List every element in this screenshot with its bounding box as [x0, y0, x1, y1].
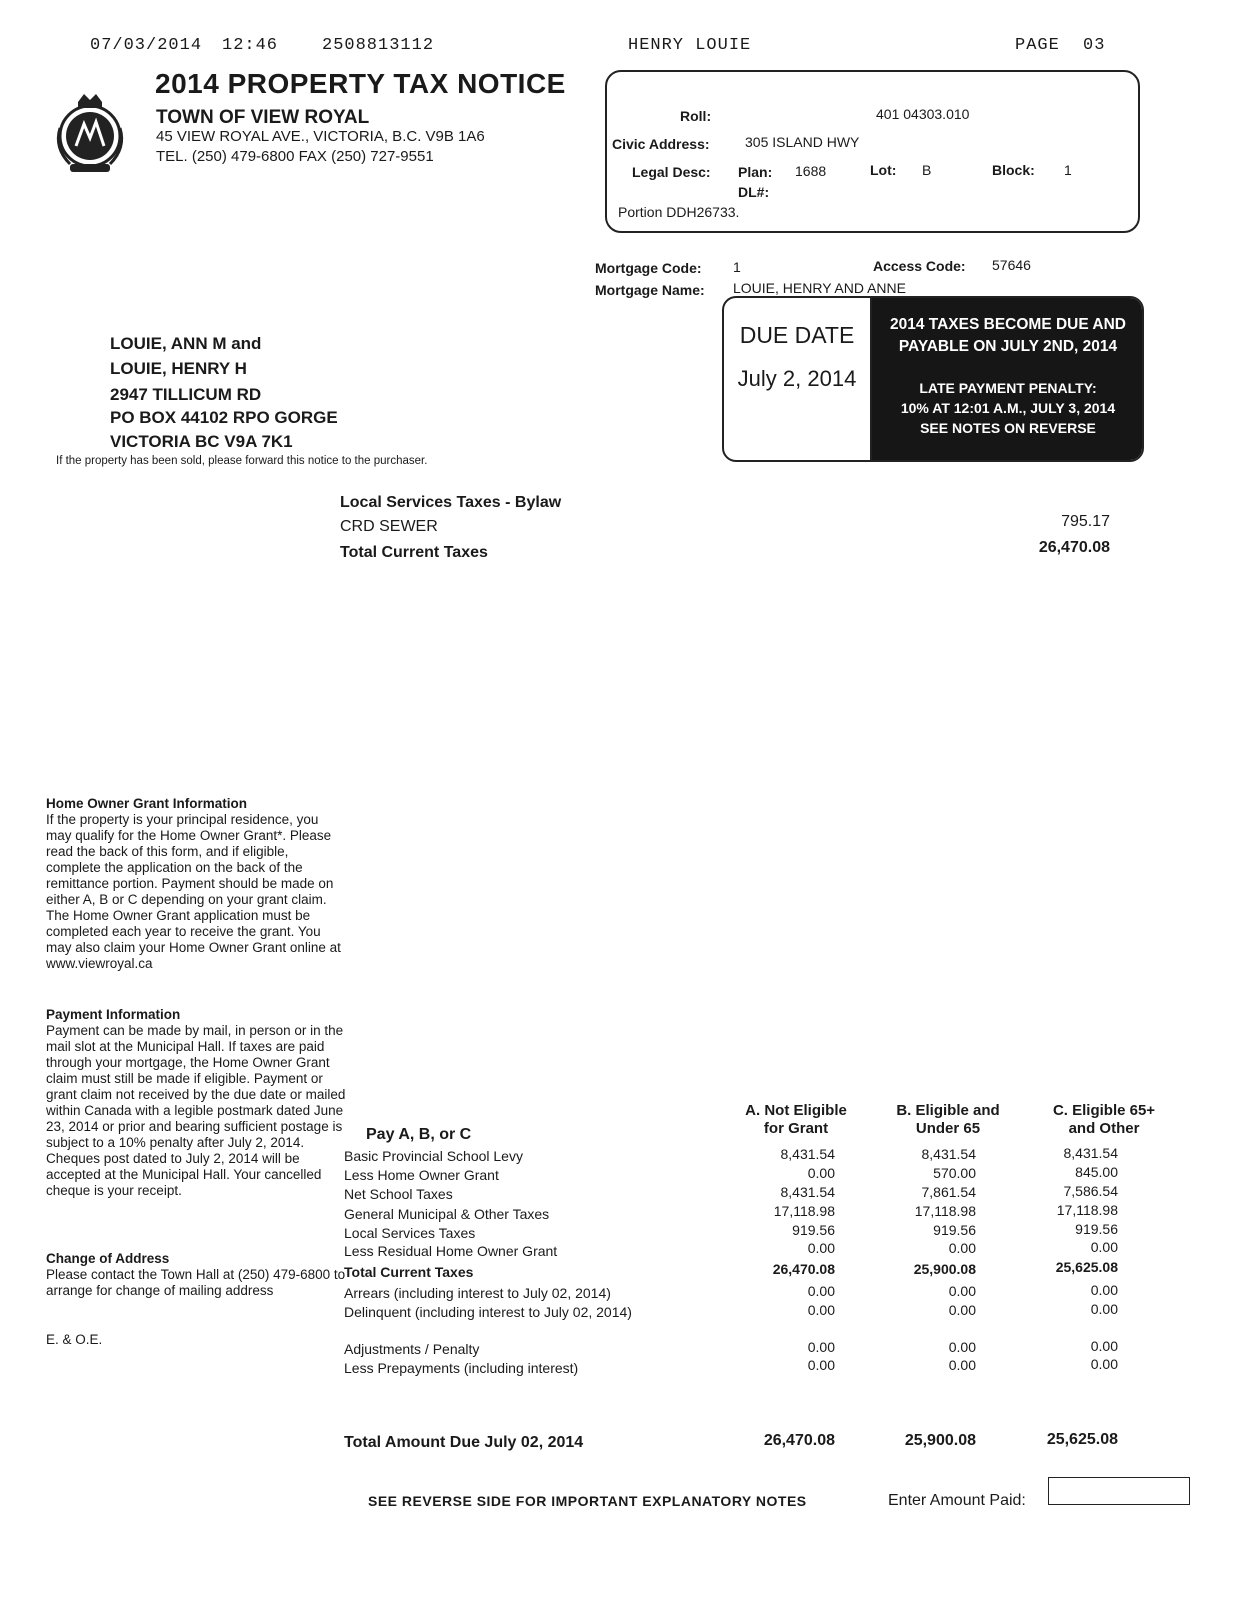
legal-portion: Portion DDH26733. — [618, 204, 740, 220]
fax-date: 07/03/2014 — [90, 36, 203, 55]
penalty-line2: 10% AT 12:01 A.M., JULY 3, 2014 — [900, 400, 1116, 416]
col-c-header-line2: and Other — [1068, 1120, 1140, 1137]
dl-label: DL#: — [738, 184, 770, 200]
row-value-b: 8,431.54 — [921, 1146, 976, 1162]
row-label: Less Prepayments (including interest) — [344, 1360, 579, 1376]
mailing-line1: LOUIE, ANN M and — [110, 334, 262, 353]
amount-paid-field[interactable] — [1048, 1477, 1190, 1505]
row-value-b: 0.00 — [948, 1240, 976, 1256]
pay-abc-label: Pay A, B, or C — [366, 1126, 472, 1143]
col-a-header-line1: A. Not Eligible — [745, 1102, 847, 1119]
row-value-a: 0.00 — [807, 1302, 835, 1318]
row-label: General Municipal & Other Taxes — [344, 1206, 550, 1222]
fax-sender-name: HENRY LOUIE — [628, 36, 752, 55]
col-c-header-line1: C. Eligible 65+ — [1052, 1102, 1156, 1119]
roll-label: Roll: — [680, 108, 712, 124]
row-label: Adjustments / Penalty — [344, 1341, 480, 1357]
row-label: Total Current Taxes — [344, 1264, 474, 1280]
fax-page-label: PAGE — [1015, 36, 1060, 55]
row-value-c: 919.56 — [1075, 1221, 1118, 1237]
mortgage-name-label: Mortgage Name: — [595, 282, 705, 298]
row-value-c: 0.00 — [1090, 1301, 1118, 1317]
total-due-c: 25,625.08 — [1046, 1431, 1118, 1448]
payment-info-text: Payment can be made by mail, in person or in the mail slot at the Municipal Hall. If taxes are paid through your mortgage, the Home Owner Grant claim must still be made if eligible. Payment or grant claim not received by the due date or mailed within Canada with a legible postmark dated June 23, 2014 or prior and bearing sufficient postage is subject to a 10% penalty after July 2, 2014. Cheques post dated to July 2, 2014 will be accepted at the Municipal Hall. Your cancelled cheque is your receipt. — [46, 1023, 346, 1198]
row-value-a: 919.56 — [792, 1222, 835, 1238]
legal-desc-label: Legal Desc: — [632, 164, 711, 180]
row-value-c: 8,431.54 — [1063, 1145, 1118, 1161]
payment-info-heading: Payment Information — [46, 1007, 181, 1022]
row-value-b: 919.56 — [933, 1222, 976, 1238]
mailing-line3: 2947 TILLICUM RD — [110, 385, 262, 404]
row-label: Less Home Owner Grant — [344, 1167, 499, 1183]
mortgage-code-value: 1 — [733, 259, 741, 275]
row-value-a: 0.00 — [807, 1339, 835, 1355]
row-value-b: 17,118.98 — [914, 1203, 976, 1219]
penalty-line3: SEE NOTES ON REVERSE — [920, 420, 1096, 436]
col-a-header-line2: for Grant — [763, 1120, 829, 1137]
mortgage-code-label: Mortgage Code: — [595, 260, 702, 276]
fax-phone: 2508813112 — [322, 36, 435, 55]
access-code-label: Access Code: — [873, 258, 966, 274]
lot-label: Lot: — [870, 162, 897, 178]
forward-note: If the property has been sold, please forward this notice to the purchaser. — [56, 455, 428, 467]
row-label: Arrears (including interest to July 02, 2014) — [344, 1285, 611, 1301]
total-due-a: 26,470.08 — [763, 1432, 835, 1449]
row-label: Local Services Taxes — [344, 1225, 476, 1241]
fax-time: 12:46 — [222, 36, 279, 55]
block-value: 1 — [1064, 162, 1072, 178]
col-b-header-line2: Under 65 — [915, 1120, 981, 1137]
row-value-a: 26,470.08 — [772, 1261, 835, 1277]
civic-address-value: 305 ISLAND HWY — [745, 134, 860, 150]
change-address-heading: Change of Address — [46, 1251, 170, 1266]
due-date-value: July 2, 2014 — [737, 366, 857, 391]
mortgage-name-value: LOUIE, HENRY AND ANNE — [733, 280, 906, 296]
row-value-c: 17,118.98 — [1056, 1202, 1118, 1218]
penalty-line1: LATE PAYMENT PENALTY: — [919, 380, 1097, 396]
plan-label: Plan: — [738, 164, 773, 180]
row-value-a: 17,118.98 — [773, 1203, 835, 1219]
total-current-taxes-value: 26,470.08 — [1038, 539, 1110, 556]
row-value-b: 7,861.54 — [921, 1184, 976, 1200]
row-value-c: 0.00 — [1090, 1356, 1118, 1372]
local-services-heading: Local Services Taxes - Bylaw — [340, 494, 562, 511]
eoe-note: E. & O.E. — [46, 1332, 103, 1347]
due-date-box — [722, 296, 1144, 462]
row-value-c: 25,625.08 — [1055, 1259, 1118, 1275]
row-label: Less Residual Home Owner Grant — [344, 1243, 558, 1259]
fax-page-number: 03 — [1083, 36, 1106, 55]
row-value-a: 0.00 — [807, 1165, 835, 1181]
due-notice-line2: PAYABLE ON JULY 2ND, 2014 — [898, 338, 1118, 355]
grant-info-text: If the property is your principal residence, you may qualify for the Home Owner Grant*. Please read the back of this form, and if eligible, complete the application on the back of the remittance portion. Payment should be made on either A, B or C depending on your grant claim. The Home Owner Grant application must be completed each year to receive the grant. You may also claim your Home Owner Grant online at www.viewroyal.ca — [46, 812, 341, 971]
roll-value: 401 04303.010 — [876, 106, 970, 122]
notice-title: 2014 PROPERTY TAX NOTICE — [155, 68, 566, 99]
row-value-a: 8,431.54 — [780, 1184, 835, 1200]
row-value-c: 845.00 — [1075, 1164, 1118, 1180]
crd-sewer-label: CRD SEWER — [340, 518, 438, 535]
block-label: Block: — [992, 162, 1035, 178]
row-value-b: 0.00 — [948, 1302, 976, 1318]
row-value-a: 0.00 — [807, 1357, 835, 1373]
lot-value: B — [922, 162, 932, 178]
col-b-header-line1: B. Eligible and — [896, 1102, 1000, 1119]
row-value-b: 0.00 — [948, 1283, 976, 1299]
total-due-label: Total Amount Due July 02, 2014 — [344, 1434, 584, 1451]
plan-value: 1688 — [795, 163, 827, 179]
due-date-label: DUE DATE — [739, 322, 855, 348]
row-value-b: 25,900.08 — [913, 1261, 976, 1277]
row-label: Basic Provincial School Levy — [344, 1148, 523, 1164]
due-date-panel — [724, 298, 872, 460]
mailing-line2: LOUIE, HENRY H — [110, 359, 247, 378]
town-address: 45 VIEW ROYAL AVE., VICTORIA, B.C. V9B 1A6 — [156, 128, 485, 145]
enter-amount-label: Enter Amount Paid: — [888, 1492, 1026, 1509]
reverse-side-notes: SEE REVERSE SIDE FOR IMPORTANT EXPLANATORY NOTES — [368, 1493, 807, 1509]
mailing-line5: VICTORIA BC V9A 7K1 — [110, 432, 293, 451]
town-crest-logo — [46, 88, 134, 176]
due-notice-panel — [872, 298, 1142, 460]
access-code-value: 57646 — [992, 257, 1031, 273]
mailing-line4: PO BOX 44102 RPO GORGE — [110, 408, 338, 427]
civic-address-label: Civic Address: — [612, 136, 710, 152]
crd-sewer-value: 795.17 — [1061, 513, 1110, 530]
row-value-a: 0.00 — [807, 1240, 835, 1256]
row-value-a: 0.00 — [807, 1283, 835, 1299]
town-phone-fax: TEL. (250) 479-6800 FAX (250) 727-9551 — [156, 148, 434, 165]
row-label: Net School Taxes — [344, 1186, 453, 1202]
row-value-c: 0.00 — [1090, 1338, 1118, 1354]
total-due-b: 25,900.08 — [904, 1432, 976, 1449]
town-name: TOWN OF VIEW ROYAL — [156, 107, 370, 128]
row-value-b: 0.00 — [948, 1357, 976, 1373]
row-value-b: 570.00 — [933, 1165, 976, 1181]
due-notice-line1: 2014 TAXES BECOME DUE AND — [890, 316, 1126, 333]
row-value-b: 0.00 — [948, 1339, 976, 1355]
total-current-taxes-label: Total Current Taxes — [340, 544, 488, 561]
row-value-a: 8,431.54 — [780, 1146, 835, 1162]
row-label: Delinquent (including interest to July 02, 2014) — [344, 1304, 632, 1320]
change-address-text: Please contact the Town Hall at (250) 479-6800 to arrange for change of mailing address — [46, 1267, 346, 1298]
row-value-c: 0.00 — [1090, 1239, 1118, 1255]
row-value-c: 7,586.54 — [1063, 1183, 1118, 1199]
grant-info-heading: Home Owner Grant Information — [46, 796, 248, 811]
row-value-c: 0.00 — [1090, 1282, 1118, 1298]
